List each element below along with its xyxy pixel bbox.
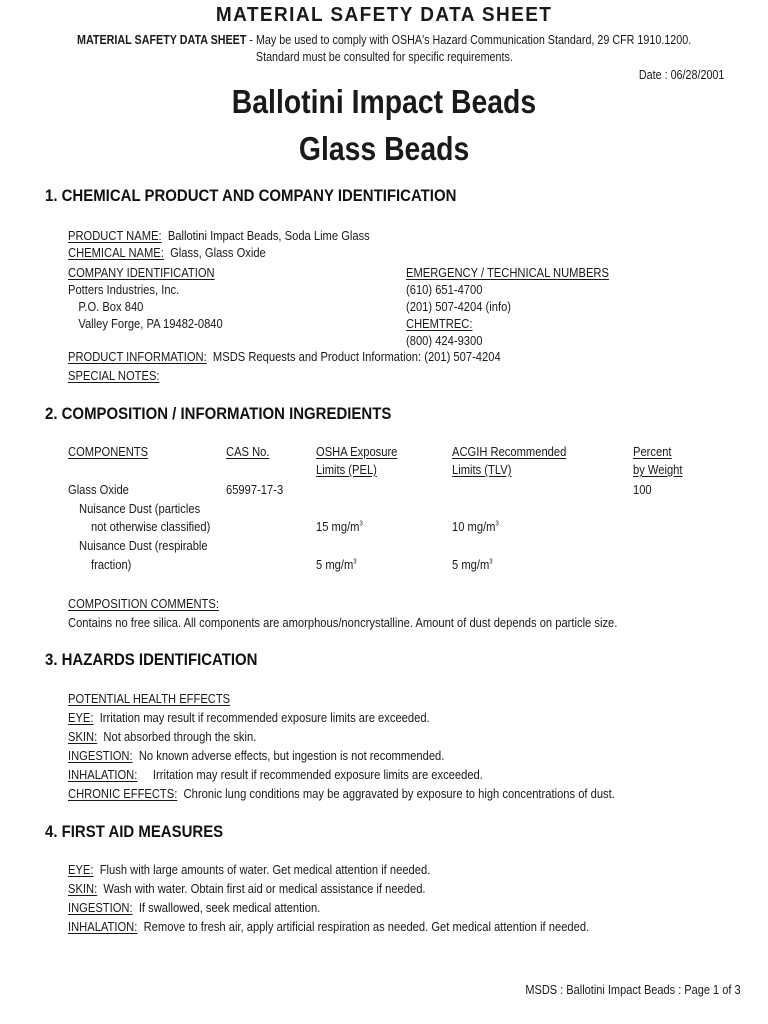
document-date-text: Date : 06/28/2001 xyxy=(638,68,724,82)
unit-superscript: 3 xyxy=(359,520,363,528)
section-4-heading xyxy=(45,822,247,842)
emergency-phone-1: (610) 651-4700 xyxy=(406,282,483,297)
composition-comments-text: Contains no free silica. All components are amorphous/noncrystalline. Amount of dust depends on particle size. xyxy=(68,615,618,630)
component-name: not otherwise classified) xyxy=(91,519,211,534)
pel-value-text: 15 mg/m xyxy=(316,519,360,534)
section-2-heading xyxy=(45,404,439,424)
col-header-tlv-line1: ACGIH Recommended xyxy=(452,444,567,459)
product-information-value: MSDS Requests and Product Information: (201) 507-4204 xyxy=(212,349,501,364)
emergency-phone-2: (201) 507-4204 (info) xyxy=(406,299,512,314)
section-3-heading xyxy=(45,650,286,670)
section-1-heading xyxy=(45,186,513,206)
product-name-value: Ballotini Impact Beads, Soda Lime Glass xyxy=(167,228,370,243)
table-row xyxy=(68,481,139,499)
tlv-value-text: 10 mg/m xyxy=(452,519,496,534)
osha-notice-line2 xyxy=(0,48,768,66)
product-title-line1: Ballotini Impact Beads xyxy=(231,83,537,120)
osha-notice xyxy=(0,31,768,49)
first-aid-ingestion xyxy=(68,900,320,915)
section-1-heading-text: 1. CHEMICAL PRODUCT AND COMPANY IDENTIFICATION xyxy=(45,186,457,205)
pel-value xyxy=(316,556,363,574)
section-3-heading-text: 3. HAZARDS IDENTIFICATION xyxy=(45,650,258,669)
chemtrec-number: (800) 424-9300 xyxy=(406,333,483,348)
product-title-line2: Glass Beads xyxy=(298,130,470,167)
chemical-name-value: Glass, Glass Oxide xyxy=(170,245,266,260)
company-po-box: P.O. Box 840 xyxy=(78,299,144,314)
hazard-skin xyxy=(68,729,256,744)
chemical-name-label: CHEMICAL NAME: xyxy=(68,245,164,260)
hazard-skin-text: Not absorbed through the skin. xyxy=(103,729,257,744)
pel-value xyxy=(316,518,370,536)
chemtrec-label: CHEMTREC: xyxy=(406,316,473,331)
col-header-components-text: COMPONENTS xyxy=(68,444,149,459)
section-4-heading-text: 4. FIRST AID MEASURES xyxy=(45,822,224,841)
table-row xyxy=(91,556,138,574)
page-footer xyxy=(496,981,741,999)
potential-health-effects-label: POTENTIAL HEALTH EFFECTS xyxy=(68,691,231,706)
tlv-value-text: 5 mg/m xyxy=(452,557,490,572)
col-header-tlv-line2: Limits (TLV) xyxy=(452,462,512,477)
first-aid-ingestion-label: INGESTION: xyxy=(68,900,133,915)
cas-number-text: 65997-17-3 xyxy=(226,482,284,497)
hazard-eye xyxy=(68,710,430,725)
page-footer-text: MSDS : Ballotini Impact Beads : Page 1 of 3 xyxy=(525,983,741,997)
hazard-inhalation-text: Irritation may result if recommended exposure limits are exceeded. xyxy=(152,767,483,782)
hazard-eye-text: Irritation may result if recommended exposure limits are exceeded. xyxy=(99,710,430,725)
first-aid-inhalation-text: Remove to fresh air, apply artificial respiration as needed. Get medical attention if needed. xyxy=(143,919,590,934)
component-name: Glass Oxide xyxy=(68,482,129,497)
company-identification-label: COMPANY IDENTIFICATION xyxy=(68,265,215,280)
hazard-chronic-text: Chronic lung conditions may be aggravated by exposure to high concentrations of dust. xyxy=(183,786,615,801)
first-aid-measures xyxy=(68,860,674,936)
section-2-heading-text: 2. COMPOSITION / INFORMATION INGREDIENTS xyxy=(45,404,392,423)
tlv-value xyxy=(452,518,506,536)
unit-superscript: 3 xyxy=(495,520,499,528)
hazard-chronic xyxy=(68,786,615,801)
hazard-ingestion-label: INGESTION: xyxy=(68,748,133,763)
table-row xyxy=(79,537,229,555)
first-aid-skin-label: SKIN: xyxy=(68,881,98,896)
product-information-label: PRODUCT INFORMATION: xyxy=(68,349,207,364)
product-title xyxy=(0,82,768,176)
osha-notice-text: - May be used to comply with OSHA's Hazard Communication Standard, 29 CFR 1910.1200. xyxy=(246,33,692,47)
unit-superscript: 3 xyxy=(353,558,357,566)
col-header-percent xyxy=(633,443,691,479)
component-name: Nuisance Dust (respirable xyxy=(79,538,208,553)
composition-comments-label: COMPOSITION COMMENTS: xyxy=(68,596,219,611)
emergency-numbers xyxy=(406,264,642,349)
special-notes-label: SPECIAL NOTES: xyxy=(68,368,160,383)
first-aid-inhalation-label: INHALATION: xyxy=(68,919,138,934)
table-row xyxy=(91,518,230,536)
first-aid-skin-text: Wash with water. Obtain first aid or medical assistance if needed. xyxy=(103,881,426,896)
first-aid-ingestion-text: If swallowed, seek medical attention. xyxy=(138,900,321,915)
company-city: Valley Forge, PA 19482-0840 xyxy=(78,316,223,331)
first-aid-skin xyxy=(68,881,426,896)
company-identification xyxy=(68,264,248,332)
hazard-ingestion-text: No known adverse effects, but ingestion is not recommended. xyxy=(138,748,445,763)
special-notes-row xyxy=(68,367,174,385)
col-header-percent-line2: by Weight xyxy=(633,462,683,477)
potential-health-effects xyxy=(68,689,704,803)
document-title-text: MATERIAL SAFETY DATA SHEET xyxy=(215,4,553,26)
emergency-numbers-label: EMERGENCY / TECHNICAL NUMBERS xyxy=(406,265,609,280)
chemical-name-row xyxy=(68,244,298,262)
hazard-skin-label: SKIN: xyxy=(68,729,98,744)
col-header-pel xyxy=(316,443,411,479)
hazard-eye-label: EYE: xyxy=(68,710,94,725)
osha-notice-line2-text: Standard must be consulted for specific requirements. xyxy=(255,50,513,64)
first-aid-inhalation xyxy=(68,919,589,934)
col-header-cas xyxy=(226,443,277,461)
tlv-value xyxy=(452,556,499,574)
first-aid-eye-text: Flush with large amounts of water. Get medical attention if needed. xyxy=(99,862,431,877)
document-title xyxy=(0,4,768,27)
company-name: Potters Industries, Inc. xyxy=(68,282,180,297)
cas-number xyxy=(226,481,293,499)
hazard-inhalation-label: INHALATION: xyxy=(68,767,138,782)
first-aid-eye-label: EYE: xyxy=(68,862,94,877)
hazard-inhalation xyxy=(68,767,483,782)
unit-superscript: 3 xyxy=(489,558,493,566)
product-name-row xyxy=(68,227,419,245)
col-header-cas-text: CAS No. xyxy=(226,444,270,459)
percent-by-weight-text: 100 xyxy=(633,482,652,497)
hazard-chronic-label: CHRONIC EFFECTS: xyxy=(68,786,178,801)
table-row xyxy=(79,500,220,518)
hazard-ingestion xyxy=(68,748,444,763)
product-information-row xyxy=(68,348,571,366)
col-header-tlv xyxy=(452,443,585,479)
col-header-pel-line2: Limits (PEL) xyxy=(316,462,377,477)
first-aid-eye xyxy=(68,862,430,877)
col-header-percent-line1: Percent xyxy=(633,444,672,459)
component-name: Nuisance Dust (particles xyxy=(79,501,201,516)
col-header-pel-line1: OSHA Exposure xyxy=(316,444,398,459)
col-header-components xyxy=(68,443,161,461)
percent-by-weight xyxy=(633,481,655,499)
pel-value-text: 5 mg/m xyxy=(316,557,354,572)
composition-comments xyxy=(68,594,707,632)
osha-notice-bold: MATERIAL SAFETY DATA SHEET xyxy=(76,33,247,47)
component-name: fraction) xyxy=(91,557,132,572)
product-name-label: PRODUCT NAME: xyxy=(68,228,162,243)
